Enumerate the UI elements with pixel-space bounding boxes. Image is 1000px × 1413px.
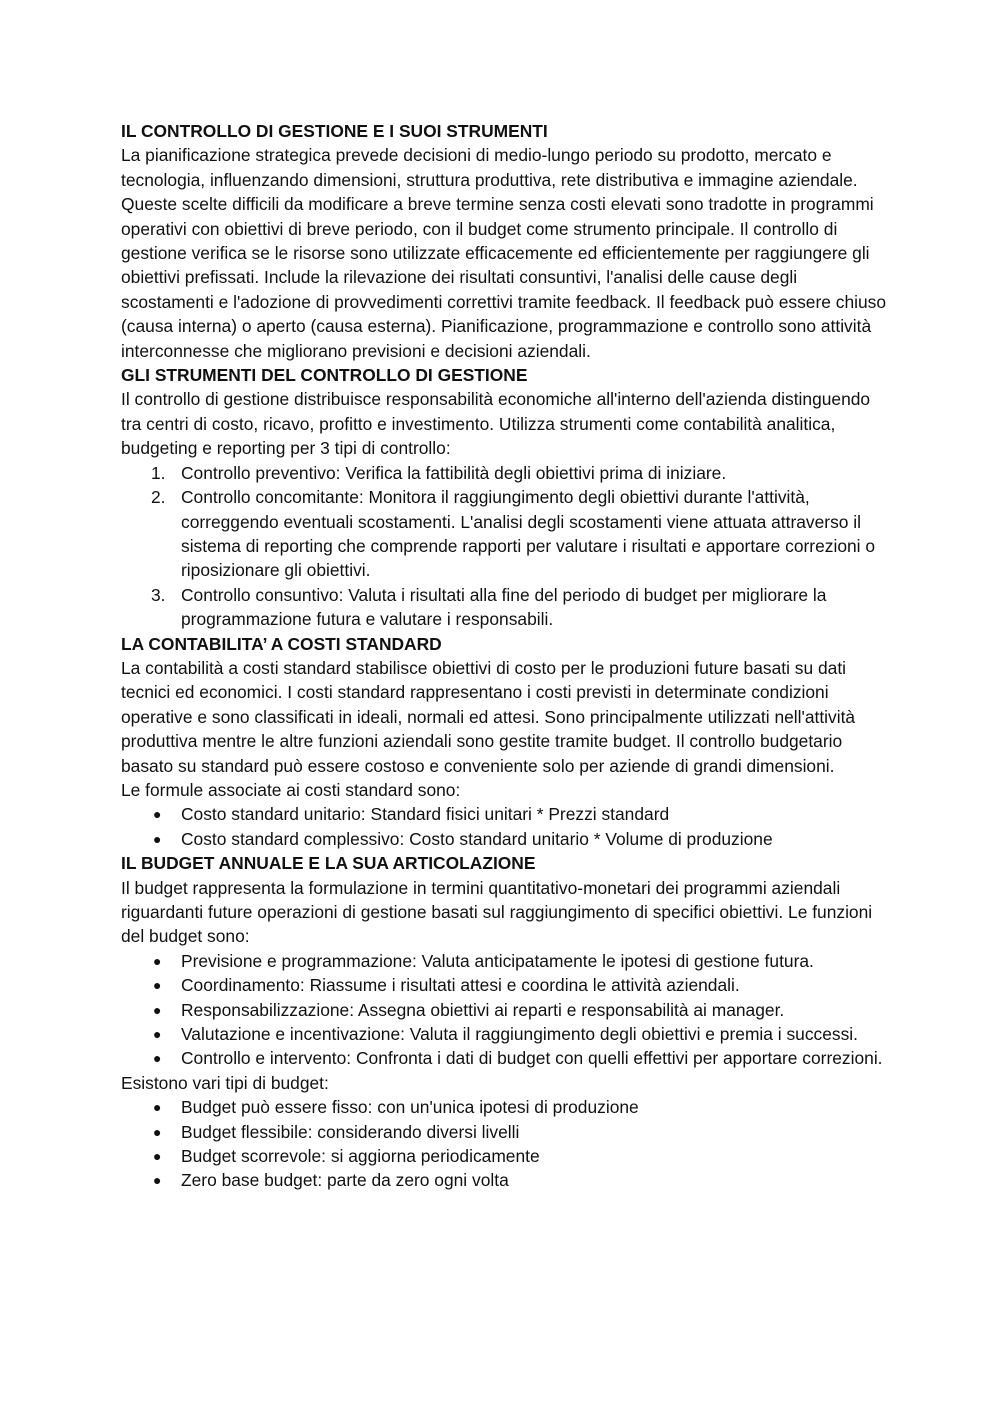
list-number: 1. <box>151 462 166 483</box>
list-item <box>121 1046 890 1070</box>
list-number: 2. <box>151 487 166 508</box>
bullet-icon: ● <box>153 977 162 994</box>
list-item <box>121 827 890 851</box>
paragraph: Le formule associate ai costi standard sono: <box>121 779 461 800</box>
list-item <box>121 1095 890 1119</box>
section-heading: IL BUDGET ANNUALE E LA SUA ARTICOLAZIONE <box>121 853 536 874</box>
list-item <box>121 802 890 826</box>
list-item <box>121 485 890 583</box>
paragraph: Il budget rappresenta la formulazione in termini quantitativo-monetari dei programmi aziendali riguardanti future operazioni di gestione basati sul raggiungimento di specifici obiettivi. Le funzioni del budget sono: <box>121 877 873 947</box>
list-number: 3. <box>151 584 166 605</box>
numbered-list <box>121 461 890 632</box>
list-item-text: Budget può essere fisso: con un'unica ipotesi di produzione <box>181 1097 639 1118</box>
bullet-icon: ● <box>153 1148 162 1165</box>
list-item-text: Responsabilizzazione: Assegna obiettivi ai reparti e responsabilità ai manager. <box>181 999 785 1020</box>
paragraph: La contabilità a costi standard stabilisce obiettivi di costo per le produzioni future basati su dati tecnici ed economici. I costi standard rappresentano i costi previsti in determinate condizioni operative e sono classificati in ideali, normali ed attesi. Sono principalmente utilizzati nell'attività produttiva mentre le altre funzioni aziendali sono gestite tramite budget. Il controllo budgetario basato su standard può essere costoso e conveniente solo per aziende di grandi dimensioni. <box>121 657 856 776</box>
bullet-icon: ● <box>153 830 162 847</box>
paragraph: Esistono vari tipi di budget: <box>121 1072 329 1093</box>
list-item <box>121 583 890 632</box>
bullet-icon: ● <box>153 1123 162 1140</box>
list-item-text: Valutazione e incentivazione: Valuta il raggiungimento degli obiettivi e premia i successi. <box>181 1024 859 1045</box>
list-item-text: Costo standard complessivo: Costo standard unitario * Volume di produzione <box>181 828 773 849</box>
bullet-list <box>121 949 890 1071</box>
list-item-text: Budget flessibile: considerando diversi livelli <box>181 1121 520 1142</box>
list-item-text: Coordinamento: Riassume i risultati attesi e coordina le attività aziendali. <box>181 975 740 996</box>
list-item <box>121 1022 890 1046</box>
list-item-text: Zero base budget: parte da zero ogni volta <box>181 1170 509 1191</box>
bullet-icon: ● <box>153 806 162 823</box>
list-item <box>121 461 890 485</box>
list-item-text: Costo standard unitario: Standard fisici unitari * Prezzi standard <box>181 804 670 825</box>
list-item <box>121 1168 890 1192</box>
list-item-text: Previsione e programmazione: Valuta anticipatamente le ipotesi di gestione futura. <box>181 950 814 971</box>
section-heading: GLI STRUMENTI DEL CONTROLLO DI GESTIONE <box>121 365 528 386</box>
section-heading: IL CONTROLLO DI GESTIONE E I SUOI STRUMENTI <box>121 121 548 141</box>
list-item <box>121 1120 890 1144</box>
list-item-text: Controllo concomitante: Monitora il raggiungimento degli obiettivi durante l'attività, correggendo eventuali scostamenti. L'analisi degli scostamenti viene attuata attraverso il sistema di reporting che comprende rapporti per valutare i risultati e apportare correzioni o riposizionare gli obiettivi. <box>181 487 876 581</box>
paragraph: Il controllo di gestione distribuisce responsabilità economiche all'interno dell'azienda distinguendo tra centri di costo, ricavo, profitto e investimento. Utilizza strumenti come contabilità analitica, budgeting e reporting per 3 tipi di controllo: <box>121 389 871 459</box>
list-item <box>121 1144 890 1168</box>
bullet-icon: ● <box>153 1050 162 1067</box>
bullet-icon: ● <box>153 1026 162 1043</box>
bullet-list <box>121 802 890 851</box>
bullet-icon: ● <box>153 1099 162 1116</box>
paragraph: La pianificazione strategica prevede decisioni di medio-lungo periodo su prodotto, mercato e tecnologia, influenzando dimensioni, struttura produttiva, rete distributiva e immagine aziendale. Queste scelte difficili da modificare a breve termine senza costi elevati sono tradotte in programmi operativi con obiettivi di breve periodo, con il budget come strumento principale. Il controllo di gestione verifica se le risorse sono utilizzate efficacemente ed efficientemente per raggiungere gli obiettivi prefissati. Include la rilevazione dei risultati consuntivi, l'analisi delle cause degli scostamenti e l'adozione di provvedimenti correttivi tramite feedback. Il feedback può essere chiuso (causa interna) o aperto (causa esterna). Pianificazione, programmazione e controllo sono attività interconnesse che migliorano previsioni e decisioni aziendali. <box>121 145 887 361</box>
bullet-list <box>121 1095 890 1193</box>
section-heading: LA CONTABILITA’ A COSTI STANDARD <box>121 633 442 654</box>
list-item <box>121 998 890 1022</box>
list-item-text: Controllo e intervento: Confronta i dati di budget con quelli effettivi per apportare correzioni. <box>181 1048 883 1069</box>
bullet-icon: ● <box>153 1172 162 1189</box>
bullet-icon: ● <box>153 952 162 969</box>
list-item-text: Controllo preventivo: Verifica la fattibilità degli obiettivi prima di iniziare. <box>181 462 727 483</box>
list-item-text: Budget scorrevole: si aggiorna periodicamente <box>181 1146 540 1167</box>
list-item <box>121 949 890 973</box>
list-item-text: Controllo consuntivo: Valuta i risultati alla fine del periodo di budget per migliorare la programmazione futura e valutare i responsabili. <box>181 584 827 630</box>
bullet-icon: ● <box>153 1001 162 1018</box>
list-item <box>121 973 890 997</box>
